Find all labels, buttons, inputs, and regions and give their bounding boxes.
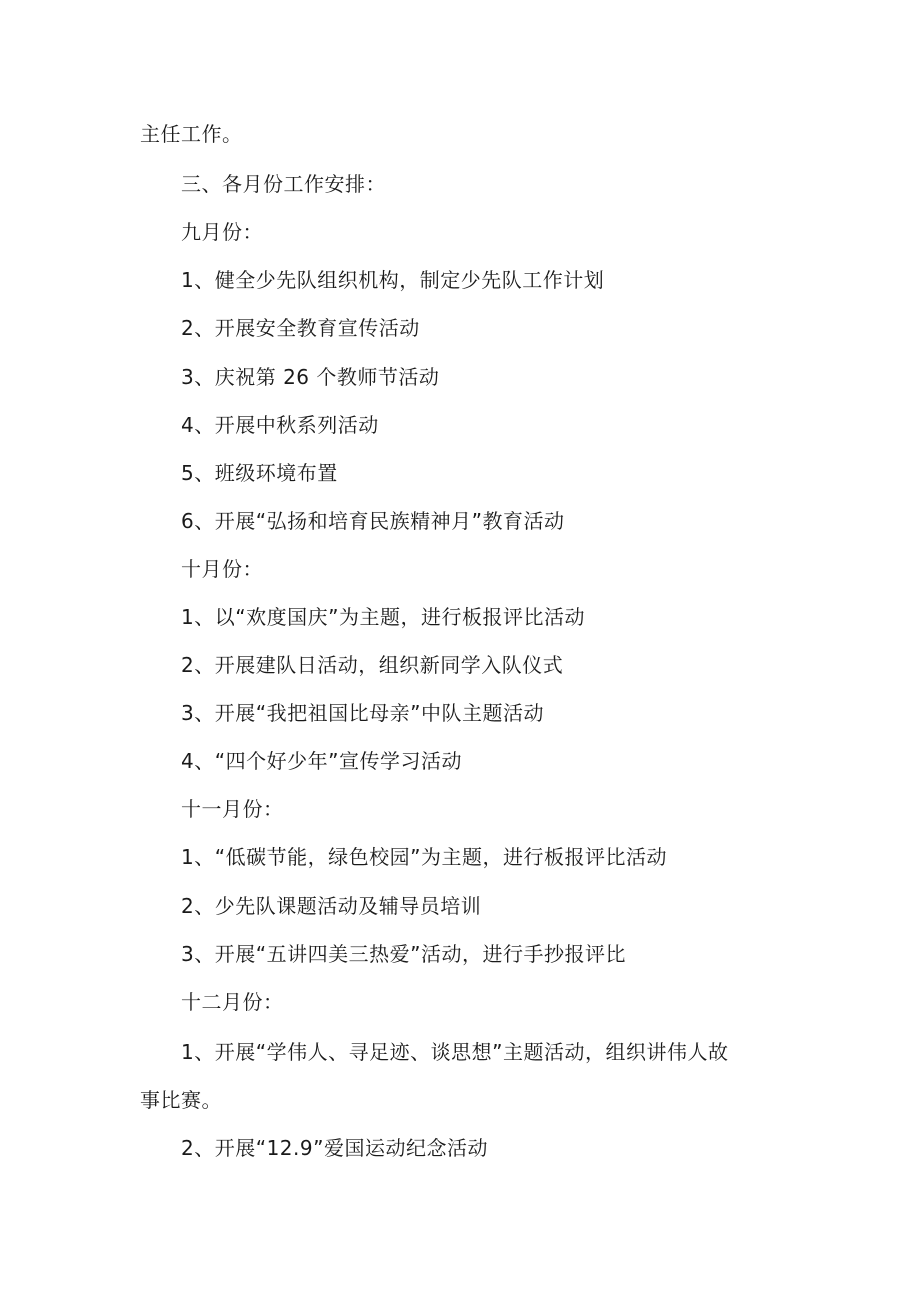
list-item: 6、开展“弘扬和培育民族精神月”教育活动	[181, 509, 565, 533]
month-heading-november: 十一月份：	[181, 797, 284, 821]
list-item: 3、开展“五讲四美三热爱”活动，进行手抄报评比	[181, 942, 626, 966]
list-item: 3、开展“我把祖国比母亲”中队主题活动	[181, 701, 544, 725]
list-item: 5、班级环境布置	[181, 461, 338, 485]
month-heading-october: 十月份：	[181, 557, 263, 581]
list-item: 3、庆祝第 26 个教师节活动	[181, 365, 440, 389]
list-item: 2、少先队课题活动及辅导员培训	[181, 894, 482, 918]
list-item: 2、开展“12.9”爱国运动纪念活动	[181, 1136, 488, 1160]
list-item: 1、健全少先队组织机构，制定少先队工作计划	[181, 268, 605, 292]
list-item: 1、开展“学伟人、寻足迹、谈思想”主题活动，组织讲伟人故	[181, 1040, 729, 1064]
list-item: 1、“低碳节能，绿色校园”为主题，进行板报评比活动	[181, 845, 667, 869]
month-heading-september: 九月份：	[181, 220, 263, 244]
text-line: 主任工作。	[140, 122, 243, 146]
month-heading-december: 十二月份：	[181, 990, 284, 1014]
list-item: 2、开展安全教育宣传活动	[181, 316, 420, 340]
list-item: 1、以“欢度国庆”为主题，进行板报评比活动	[181, 605, 585, 629]
list-item: 2、开展建队日活动，组织新同学入队仪式	[181, 653, 564, 677]
list-item-continuation: 事比赛。	[140, 1088, 222, 1112]
list-item: 4、开展中秋系列活动	[181, 413, 379, 437]
list-item: 4、“四个好少年”宣传学习活动	[181, 749, 462, 773]
section-heading: 三、各月份工作安排：	[181, 172, 386, 196]
